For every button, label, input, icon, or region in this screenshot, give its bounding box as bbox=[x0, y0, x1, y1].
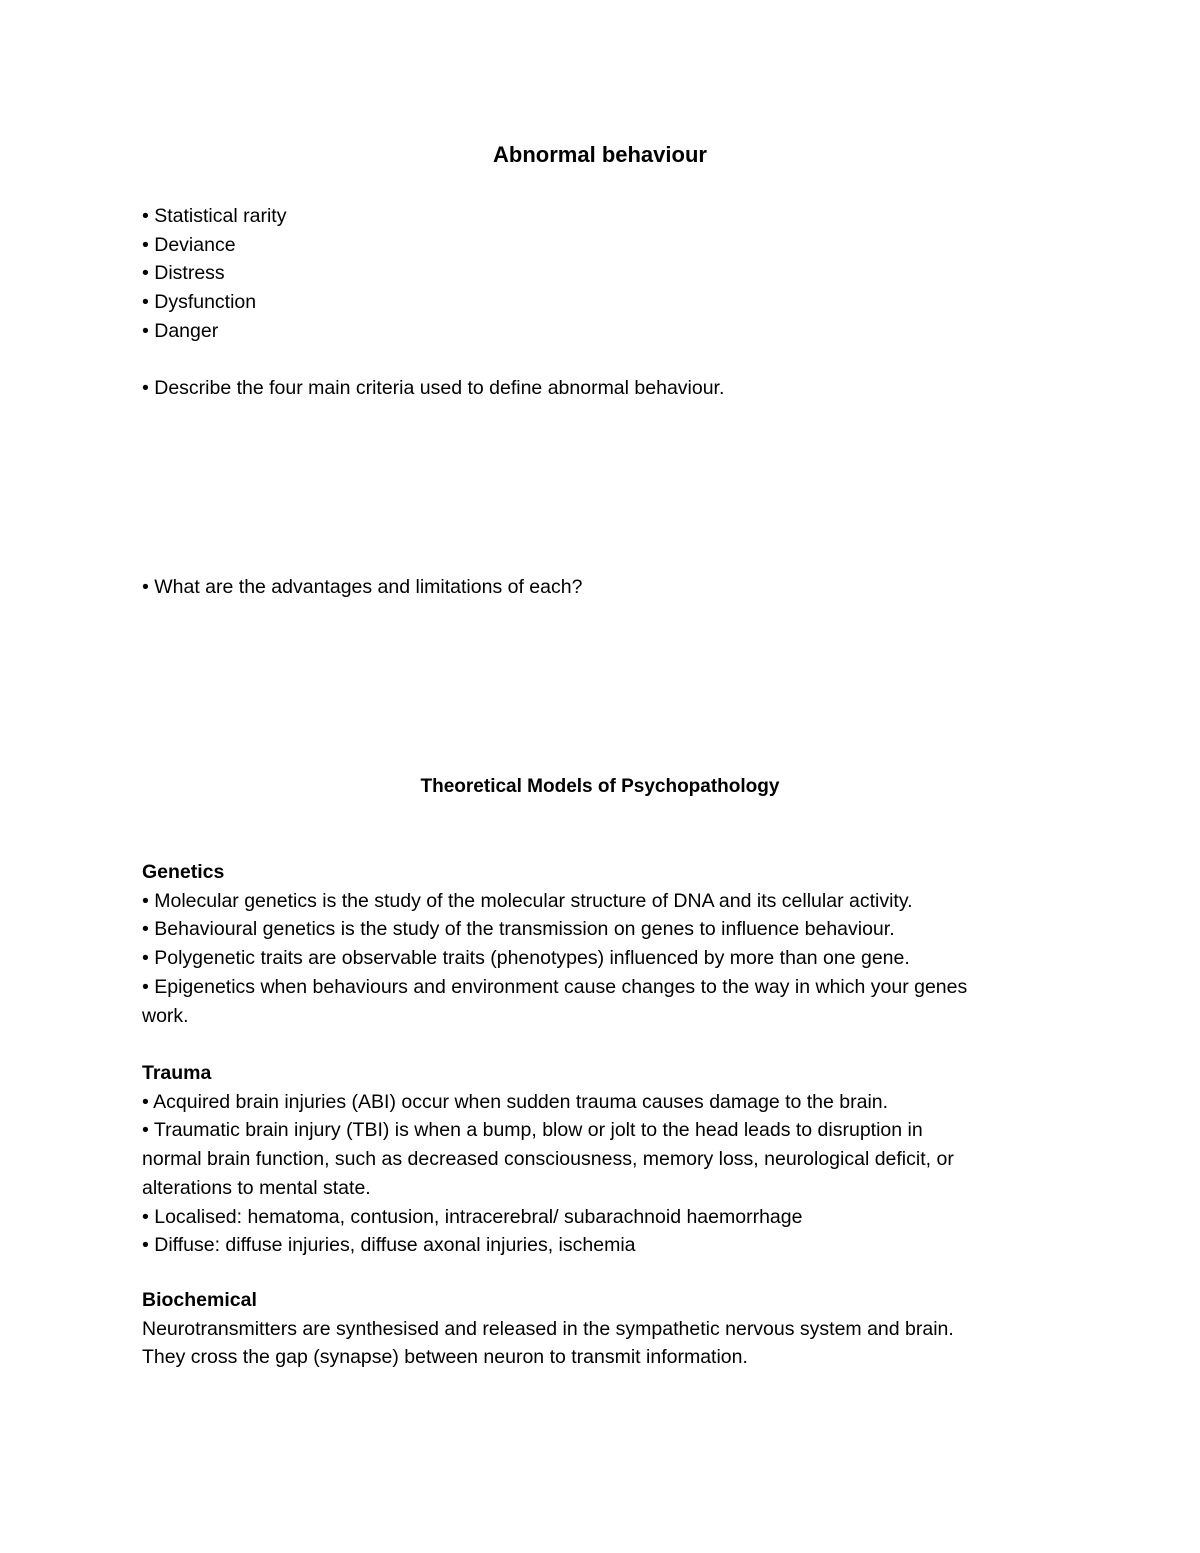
question-criteria bbox=[142, 374, 1062, 403]
trauma-section bbox=[142, 1059, 1062, 1260]
list-item: • Danger bbox=[142, 319, 219, 342]
genetics-heading: Genetics bbox=[142, 861, 225, 883]
question-advantages bbox=[142, 573, 1062, 602]
paragraph-line: alterations to mental state. bbox=[142, 1176, 371, 1199]
paragraph-line: • Polygenetic traits are observable traits (phenotypes) influenced by more than one gene. bbox=[142, 947, 910, 970]
biochemical-section bbox=[142, 1286, 1062, 1372]
list-item: • Deviance bbox=[142, 233, 236, 256]
genetics-section bbox=[142, 858, 1062, 1030]
paragraph-line: • Molecular genetics is the study of the molecular structure of DNA and its cellular activity. bbox=[142, 889, 913, 912]
criteria-list bbox=[142, 202, 1062, 346]
paragraph-line: • Behavioural genetics is the study of the transmission on genes to influence behaviour. bbox=[142, 918, 895, 941]
question-text: • What are the advantages and limitations of each? bbox=[142, 576, 583, 598]
paragraph-line: Neurotransmitters are synthesised and released in the sympathetic nervous system and brain. bbox=[142, 1317, 954, 1340]
paragraph-line: normal brain function, such as decreased consciousness, memory loss, neurological deficit, or bbox=[142, 1148, 954, 1171]
list-item: • Statistical rarity bbox=[142, 205, 287, 227]
section-title: Theoretical Models of Psychopathology bbox=[420, 776, 780, 797]
paragraph-line: • Traumatic brain injury (TBI) is when a bump, blow or jolt to the head leads to disruption in bbox=[142, 1119, 923, 1142]
paragraph-line: • Epigenetics when behaviours and environment cause changes to the way in which your genes bbox=[142, 975, 968, 998]
list-item: • Distress bbox=[142, 262, 225, 285]
list-item: • Dysfunction bbox=[142, 291, 257, 314]
paragraph-line: • Localised: hematoma, contusion, intracerebral/ subarachnoid haemorrhage bbox=[142, 1205, 803, 1228]
question-text: • Describe the four main criteria used to define abnormal behaviour. bbox=[142, 377, 725, 399]
paragraph-line: work. bbox=[142, 1004, 189, 1027]
paragraph-line: • Diffuse: diffuse injuries, diffuse axonal injuries, ischemia bbox=[142, 1234, 636, 1257]
biochemical-heading: Biochemical bbox=[142, 1289, 257, 1311]
paragraph-line: • Acquired brain injuries (ABI) occur when sudden trauma causes damage to the brain. bbox=[142, 1090, 889, 1113]
trauma-heading: Trauma bbox=[142, 1062, 212, 1084]
document-title: Abnormal behaviour bbox=[493, 142, 707, 167]
paragraph-line: They cross the gap (synapse) between neuron to transmit information. bbox=[142, 1346, 748, 1369]
